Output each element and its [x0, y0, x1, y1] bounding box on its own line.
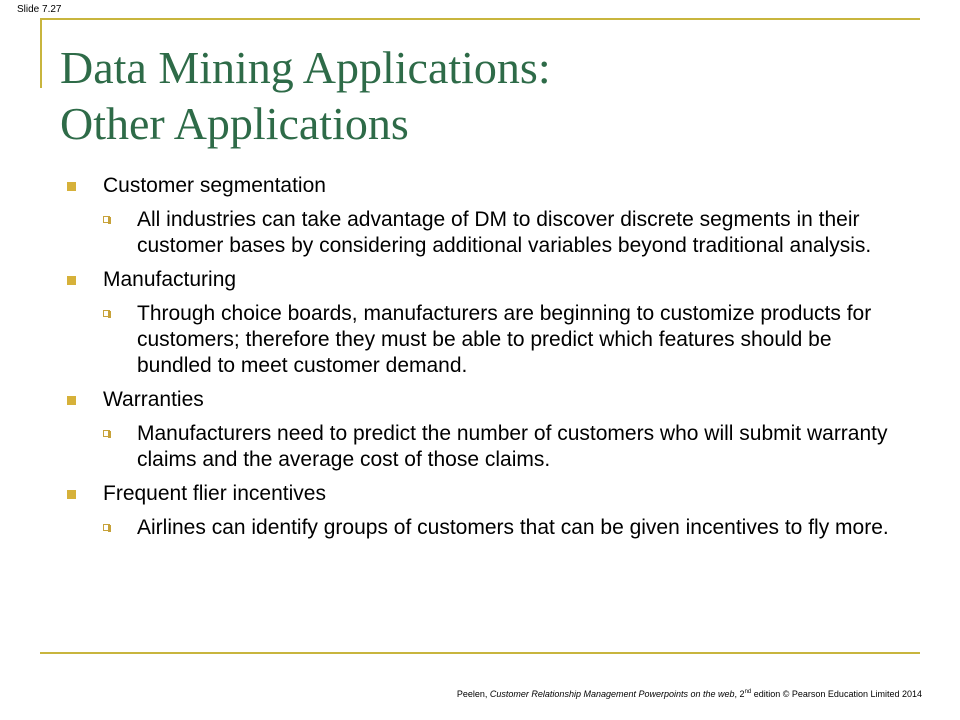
- square-bullet-icon: [67, 182, 76, 191]
- top-rule: [40, 18, 920, 20]
- box-bullet-icon: [103, 524, 110, 531]
- box-bullet-icon: [103, 310, 110, 317]
- detail-text: All industries can take advantage of DM to discover discrete segments in their customer bases by considering additional variables beyond traditional analysis.: [137, 208, 872, 257]
- bullet-heading: [66, 173, 926, 199]
- heading-text: Manufacturing: [103, 268, 237, 291]
- bullet-heading: [66, 387, 926, 413]
- detail-text: Airlines can identify groups of customers that can be given incentives to fly more.: [137, 516, 889, 539]
- title-line-1: Data Mining Applications:: [60, 42, 551, 93]
- box-bullet-icon: [103, 216, 110, 223]
- slide-number: Slide 7.27: [17, 4, 62, 15]
- bullet-list: [66, 173, 926, 541]
- title-line-2: Other Applications: [60, 98, 409, 149]
- box-bullet-icon: [103, 430, 110, 437]
- sub-bullet: [66, 515, 926, 541]
- footer-edition-suffix: edition © Pearson Education Limited 2014: [751, 689, 922, 699]
- footer-citation: [457, 689, 922, 699]
- bullet-heading: [66, 481, 926, 507]
- bullet-heading: [66, 267, 926, 293]
- square-bullet-icon: [67, 276, 76, 285]
- heading-text: Customer segmentation: [103, 174, 326, 197]
- footer-edition-prefix: , 2: [734, 689, 745, 699]
- slide-title: [60, 40, 900, 152]
- list-item: [66, 387, 926, 473]
- list-item: [66, 481, 926, 541]
- detail-text: Through choice boards, manufacturers are beginning to customize products for customers; therefore they must be able to predict which features should be bundled to meet customer demand.: [137, 302, 872, 377]
- footer-edition-sup: nd: [744, 689, 752, 695]
- footer-book-title: Customer Relationship Management Powerpoints on the web: [489, 689, 735, 699]
- left-rule: [40, 18, 42, 88]
- bottom-rule: [40, 652, 920, 654]
- square-bullet-icon: [67, 396, 76, 405]
- heading-text: Warranties: [103, 388, 204, 411]
- square-bullet-icon: [67, 490, 76, 499]
- heading-text: Frequent flier incentives: [103, 482, 326, 505]
- detail-text: Manufacturers need to predict the number of customers who will submit warranty claims and the average cost of those claims.: [137, 422, 888, 471]
- sub-bullet: [66, 421, 926, 473]
- list-item: [66, 267, 926, 379]
- list-item: [66, 173, 926, 259]
- footer-author: Peelen,: [456, 689, 490, 699]
- sub-bullet: [66, 301, 926, 379]
- sub-bullet: [66, 207, 926, 259]
